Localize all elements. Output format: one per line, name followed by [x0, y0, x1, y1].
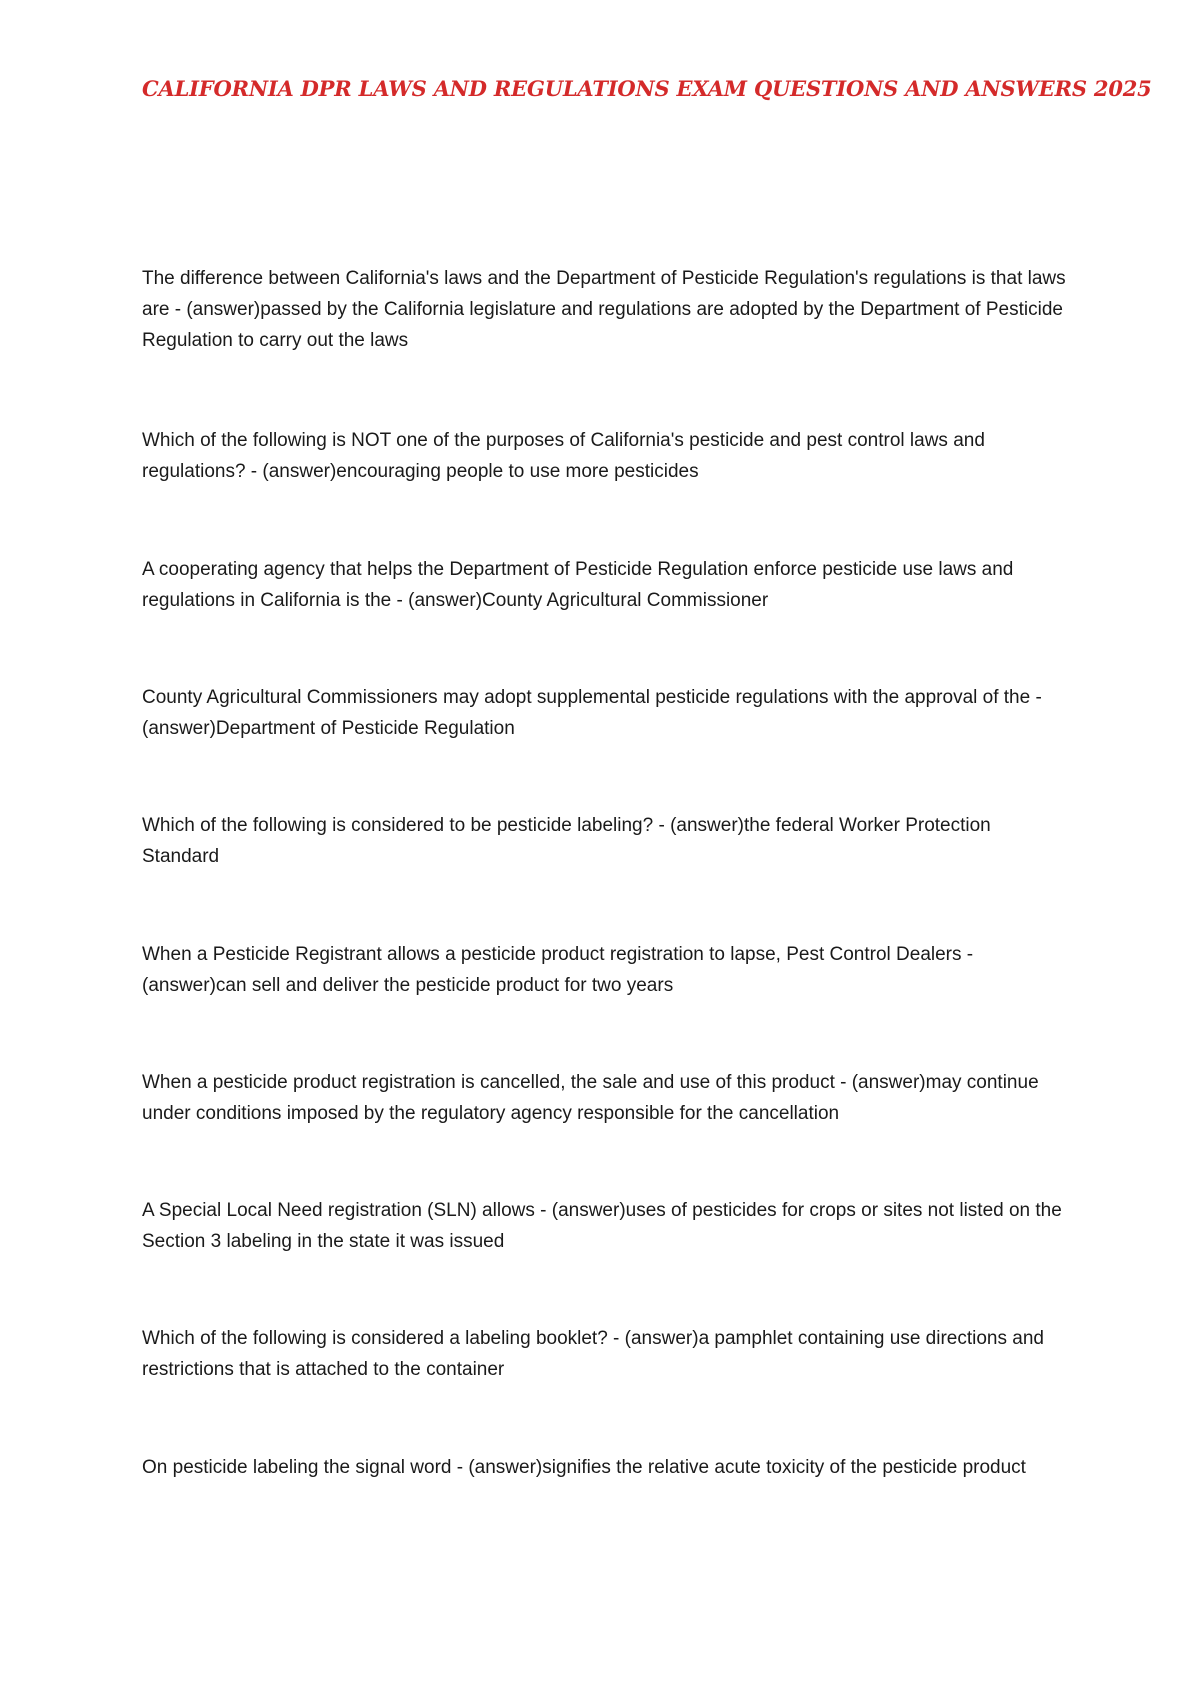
qa-item-5: Which of the following is considered to be pesticide labeling? - (answer)the federal Worker Protection Standard — [142, 815, 991, 867]
qa-item-7: When a pesticide product registration is cancelled, the sale and use of this product - (answer)may continue under conditions imposed by the regulatory agency responsible for the cancellation — [142, 1072, 1039, 1124]
qa-item-9: Which of the following is considered a labeling booklet? - (answer)a pamphlet containing use directions and restrictions that is attached to the container — [142, 1328, 1044, 1380]
qa-item-10: On pesticide labeling the signal word - (answer)signifies the relative acute toxicity of the pesticide product — [142, 1457, 1026, 1478]
qa-item-4: County Agricultural Commissioners may adopt supplemental pesticide regulations with the approval of the - (answer)Department of Pesticide Regulation — [142, 687, 1042, 739]
qa-item-6: When a Pesticide Registrant allows a pesticide product registration to lapse, Pest Control Dealers - (answer)can sell and deliver the pesticide product for two years — [142, 944, 974, 996]
qa-item-8: A Special Local Need registration (SLN) allows - (answer)uses of pesticides for crops or sites not listed on the Section 3 labeling in the state it was issued — [142, 1200, 1062, 1252]
document-title: CALIFORNIA DPR LAWS AND REGULATIONS EXAM QUESTIONS AND ANSWERS 2025 — [142, 76, 1152, 101]
qa-item-1: The difference between California's laws and the Department of Pesticide Regulation's regulations is that laws are - (answer)passed by the California legislature and regulations are adopted by the Department of Pesticide Regulation to carry out the laws — [142, 268, 1066, 351]
qa-item-3: A cooperating agency that helps the Department of Pesticide Regulation enforce pesticide use laws and regulations in California is the - (answer)County Agricultural Commissioner — [142, 559, 1014, 611]
qa-item-2: Which of the following is NOT one of the purposes of California's pesticide and pest control laws and regulations? - (answer)encouraging people to use more pesticides — [142, 430, 985, 482]
